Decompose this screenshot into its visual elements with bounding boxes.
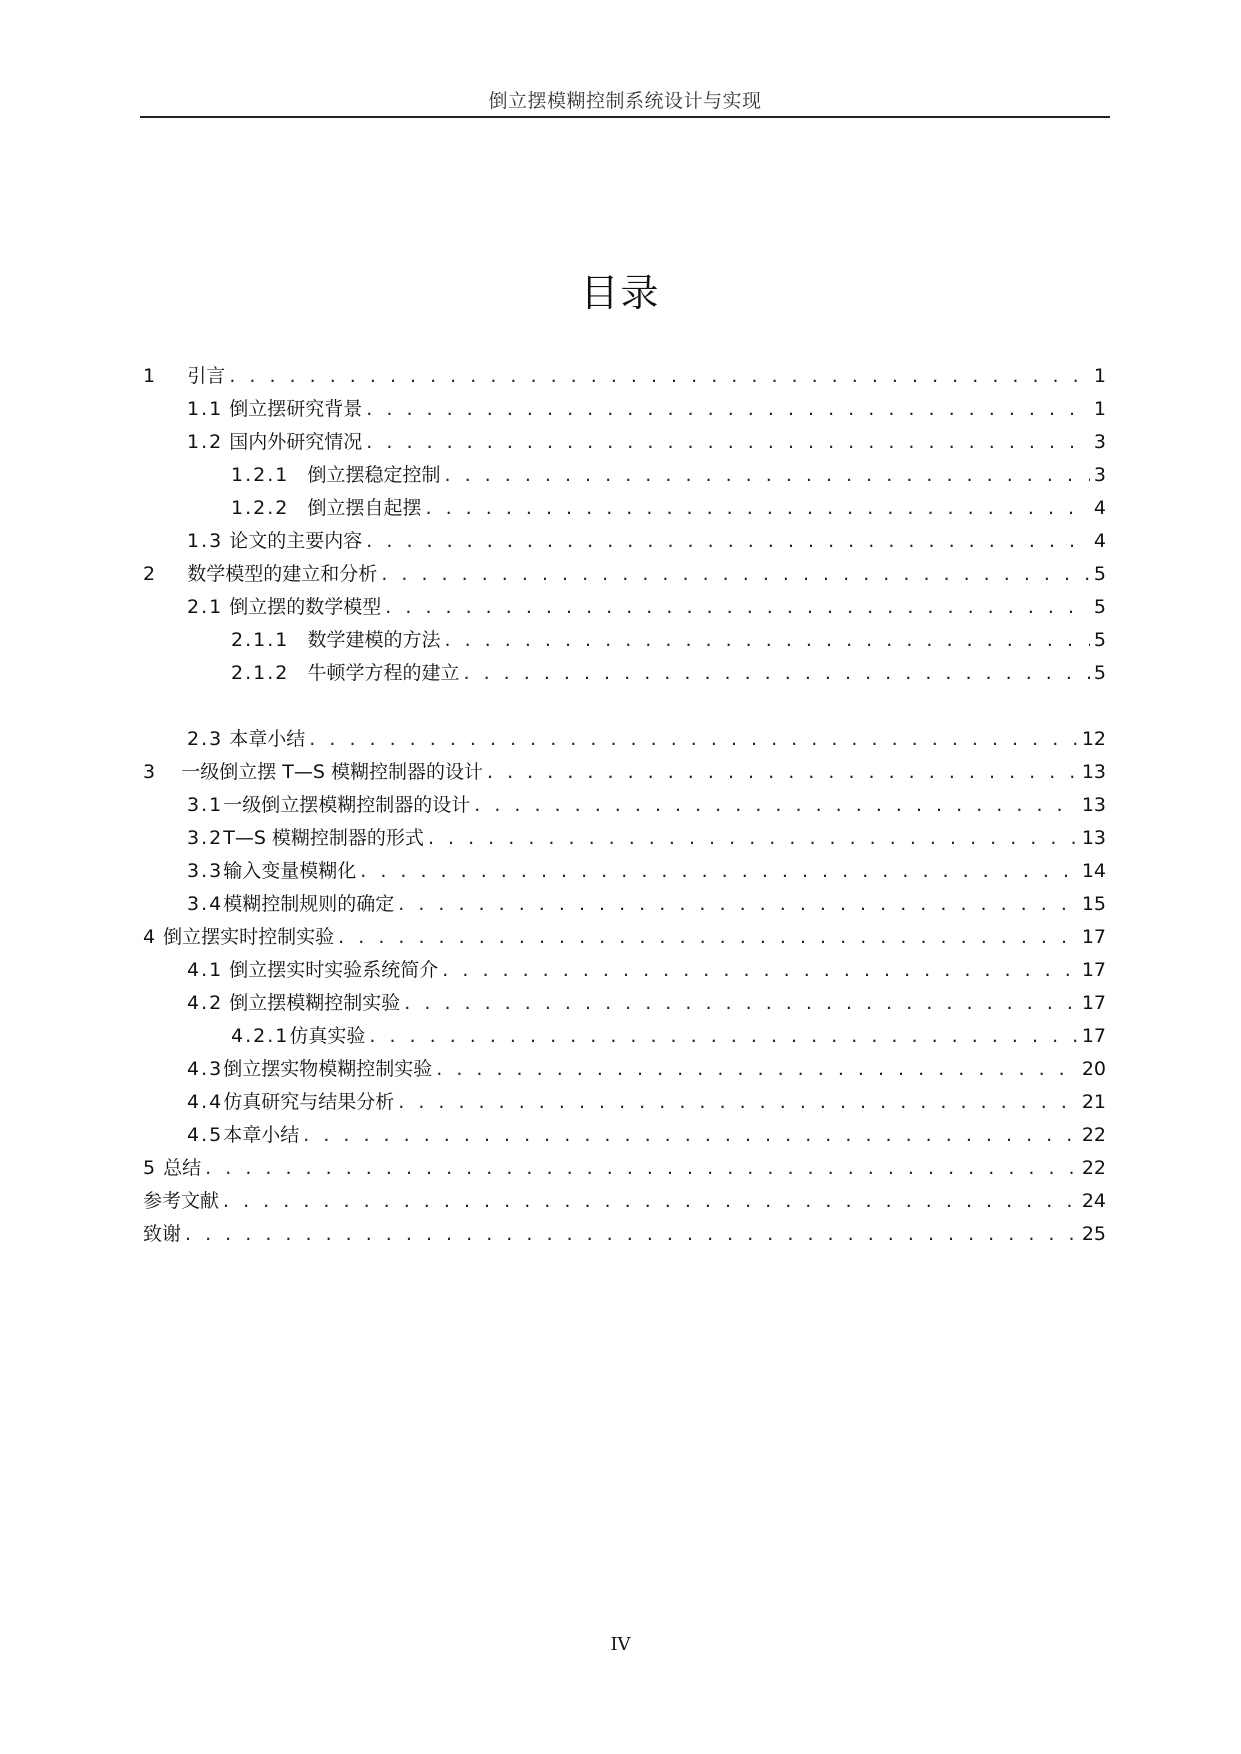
- toc-entry-label: [187, 859, 360, 883]
- toc-gap: [143, 685, 1106, 718]
- toc-entry[interactable]: [143, 1015, 1106, 1048]
- toc-leader-dots: [360, 859, 1078, 883]
- table-of-contents: [143, 355, 1106, 1246]
- toc-entry-page: 15: [1081, 893, 1106, 915]
- toc-entry-number: 3: [143, 761, 158, 783]
- toc-leader-dots: [487, 760, 1078, 784]
- toc-entry-number: 5: [143, 1157, 158, 1179]
- toc-entry-label: [231, 1024, 369, 1048]
- toc-entry-page: 12: [1081, 728, 1106, 750]
- toc-entry-text: 仿真研究与结果分析: [223, 1091, 395, 1113]
- toc-leader-dots: [185, 1222, 1078, 1246]
- toc-entry-page: 3: [1093, 464, 1106, 486]
- toc-entry-text: 总结: [163, 1157, 202, 1179]
- toc-entry[interactable]: [143, 520, 1106, 553]
- toc-entry-number: 2: [143, 563, 158, 585]
- toc-entry-text: 模糊控制规则的确定: [223, 893, 395, 915]
- toc-entry-page: 22: [1081, 1157, 1106, 1179]
- toc-leader-dots: [366, 529, 1090, 553]
- toc-entry-number: 2.1.2: [231, 662, 290, 684]
- toc-entry-label: [187, 397, 366, 421]
- toc-entry-text: 数学建模的方法: [307, 629, 441, 651]
- toc-entry[interactable]: [143, 1048, 1106, 1081]
- toc-entry[interactable]: [143, 982, 1106, 1015]
- toc-entry-label: [231, 628, 445, 652]
- toc-entry-label: [143, 925, 338, 949]
- toc-entry-page: 22: [1081, 1124, 1106, 1146]
- toc-entry[interactable]: [143, 883, 1106, 916]
- toc-leader-dots: [442, 958, 1078, 982]
- toc-entry[interactable]: [143, 388, 1106, 421]
- toc-entry[interactable]: [143, 652, 1106, 685]
- toc-entry-label: [187, 529, 366, 553]
- toc-entry-text: 数学模型的建立和分析: [187, 563, 378, 585]
- page-number: IV: [610, 1634, 631, 1655]
- toc-entry[interactable]: [143, 949, 1106, 982]
- toc-entry-page: 25: [1081, 1223, 1106, 1245]
- toc-entry[interactable]: [143, 553, 1106, 586]
- toc-leader-dots: [428, 826, 1078, 850]
- toc-entry-number: 1.2.2: [231, 497, 290, 519]
- toc-entry-page: 17: [1081, 992, 1106, 1014]
- toc-leader-dots: [426, 496, 1090, 520]
- toc-leader-dots: [366, 430, 1090, 454]
- toc-leader-dots: [464, 661, 1090, 685]
- toc-entry-label: [143, 760, 487, 784]
- toc-leader-dots: [436, 1057, 1078, 1081]
- toc-entry-number: 4.1: [187, 959, 224, 981]
- toc-leader-dots: [205, 1156, 1078, 1180]
- toc-entry-number: 2.1.1: [231, 629, 290, 651]
- toc-entry-page: 5: [1093, 596, 1106, 618]
- toc-entry-page: 3: [1093, 431, 1106, 453]
- toc-entry[interactable]: [143, 586, 1106, 619]
- toc-entry-number: 1.1: [187, 398, 224, 420]
- toc-entry-text: 倒立摆稳定控制: [307, 464, 441, 486]
- toc-entry-page: 21: [1081, 1091, 1106, 1113]
- toc-entry-number: 4.2.1: [231, 1025, 290, 1047]
- toc-entry-page: 17: [1081, 1025, 1106, 1047]
- toc-leader-dots: [398, 892, 1078, 916]
- toc-entry-number: 3.3: [187, 860, 224, 882]
- toc-leader-dots: [223, 1189, 1078, 1213]
- running-header: [140, 86, 1110, 118]
- toc-entry-text: 倒立摆的数学模型: [229, 596, 382, 618]
- page-title: 目录: [580, 271, 661, 315]
- toc-entry[interactable]: [143, 850, 1106, 883]
- toc-entry-text: 倒立摆实物模糊控制实验: [223, 1058, 433, 1080]
- toc-entry[interactable]: [143, 1081, 1106, 1114]
- toc-entry-number: 3.1: [187, 794, 224, 816]
- toc-entry-text: T—S 模糊控制器的形式: [223, 827, 424, 849]
- toc-entry-number: 3.4: [187, 893, 224, 915]
- toc-entry-label: [187, 1057, 436, 1081]
- toc-entry-number: 1.2.1: [231, 464, 290, 486]
- toc-entry[interactable]: [143, 916, 1106, 949]
- toc-entry[interactable]: [143, 751, 1106, 784]
- toc-entry[interactable]: [143, 817, 1106, 850]
- toc-entry-text: 倒立摆研究背景: [229, 398, 363, 420]
- toc-entry-page: 14: [1081, 860, 1106, 882]
- toc-leader-dots: [338, 925, 1078, 949]
- toc-entry[interactable]: [143, 1114, 1106, 1147]
- toc-entry-label: [187, 1090, 398, 1114]
- running-header-title: 倒立摆模糊控制系统设计与实现: [488, 90, 762, 112]
- toc-entry-text: 国内外研究情况: [229, 431, 363, 453]
- toc-entry-text: 本章小结: [229, 728, 306, 750]
- toc-leader-dots: [229, 364, 1090, 388]
- toc-entry-page: 4: [1093, 497, 1106, 519]
- toc-entry-text: 一级倒立摆模糊控制器的设计: [223, 794, 471, 816]
- toc-entry-label: [187, 958, 442, 982]
- toc-entry[interactable]: [143, 454, 1106, 487]
- toc-entry-page: 17: [1081, 926, 1106, 948]
- toc-entry-label: [231, 661, 464, 685]
- toc-entry-number: 4: [143, 926, 158, 948]
- toc-entry-label: [187, 430, 366, 454]
- toc-entry-page: 5: [1093, 629, 1106, 651]
- toc-entry-text: 牛顿学方程的建立: [307, 662, 460, 684]
- toc-entry-label: [187, 727, 309, 751]
- toc-entry-label: [187, 991, 404, 1015]
- toc-entry-number: 3.2: [187, 827, 224, 849]
- toc-entry-label: [143, 1156, 205, 1180]
- toc-leader-dots: [385, 595, 1090, 619]
- toc-entry-text: 倒立摆自起摆: [307, 497, 422, 519]
- toc-entry[interactable]: [143, 487, 1106, 520]
- toc-entry-label: [187, 793, 474, 817]
- toc-entry-label: [187, 892, 398, 916]
- toc-entry-text: 致谢: [143, 1223, 182, 1245]
- toc-entry-text: 倒立摆实时控制实验: [163, 926, 335, 948]
- toc-entry-number: 4.4: [187, 1091, 224, 1113]
- toc-entry-page: 1: [1093, 365, 1106, 387]
- toc-entry-text: 引言: [187, 365, 226, 387]
- toc-leader-dots: [366, 397, 1090, 421]
- toc-leader-dots: [369, 1024, 1077, 1048]
- toc-entry-page: 17: [1081, 959, 1106, 981]
- toc-leader-dots: [398, 1090, 1078, 1114]
- toc-entry[interactable]: [143, 421, 1106, 454]
- toc-entry[interactable]: [143, 1147, 1106, 1180]
- toc-entry-page: 1: [1093, 398, 1106, 420]
- toc-entry-number: 2.3: [187, 728, 224, 750]
- toc-entry-label: [187, 595, 385, 619]
- toc-leader-dots: [303, 1123, 1078, 1147]
- toc-entry-page: 5: [1093, 662, 1106, 684]
- toc-entry[interactable]: [143, 1213, 1106, 1246]
- toc-entry-label: [187, 1123, 303, 1147]
- toc-entry[interactable]: [143, 1180, 1106, 1213]
- toc-entry-page: 20: [1081, 1058, 1106, 1080]
- toc-entry-text: 倒立摆模糊控制实验: [229, 992, 401, 1014]
- toc-leader-dots: [381, 562, 1090, 586]
- toc-leader-dots: [474, 793, 1078, 817]
- toc-entry-text: 参考文献: [143, 1190, 220, 1212]
- toc-entry-page: 13: [1081, 827, 1106, 849]
- toc-entry-text: 输入变量模糊化: [223, 860, 357, 882]
- toc-entry-label: [231, 463, 445, 487]
- toc-entry-label: [143, 1222, 185, 1246]
- toc-entry-page: 5: [1093, 563, 1106, 585]
- toc-entry-page: 4: [1093, 530, 1106, 552]
- toc-leader-dots: [445, 463, 1090, 487]
- toc-entry-page: 13: [1081, 761, 1106, 783]
- toc-entry[interactable]: [143, 784, 1106, 817]
- toc-leader-dots: [404, 991, 1078, 1015]
- toc-entry[interactable]: [143, 355, 1106, 388]
- toc-entry-text: 仿真实验: [289, 1025, 366, 1047]
- toc-entry-number: 4.3: [187, 1058, 224, 1080]
- toc-entry-page: 24: [1081, 1190, 1106, 1212]
- toc-entry-label: [231, 496, 426, 520]
- toc-entry-text: 一级倒立摆 T—S 模糊控制器的设计: [181, 761, 484, 783]
- toc-entry-text: 本章小结: [223, 1124, 300, 1146]
- toc-entry-label: [143, 364, 229, 388]
- toc-entry-page: 13: [1081, 794, 1106, 816]
- toc-entry-label: [143, 562, 381, 586]
- toc-entry-text: 倒立摆实时实验系统简介: [229, 959, 439, 981]
- toc-entry-number: 1: [143, 365, 158, 387]
- toc-entry-label: [187, 826, 428, 850]
- toc-entry-number: 1.3: [187, 530, 224, 552]
- toc-entry-number: 1.2: [187, 431, 224, 453]
- toc-entry-number: 2.1: [187, 596, 224, 618]
- toc-entry-number: 4.5: [187, 1124, 224, 1146]
- toc-entry-text: 论文的主要内容: [229, 530, 363, 552]
- toc-entry[interactable]: [143, 619, 1106, 652]
- toc-leader-dots: [445, 628, 1090, 652]
- toc-entry-number: 4.2: [187, 992, 224, 1014]
- toc-leader-dots: [309, 727, 1078, 751]
- toc-entry[interactable]: [143, 718, 1106, 751]
- toc-entry-label: [143, 1189, 223, 1213]
